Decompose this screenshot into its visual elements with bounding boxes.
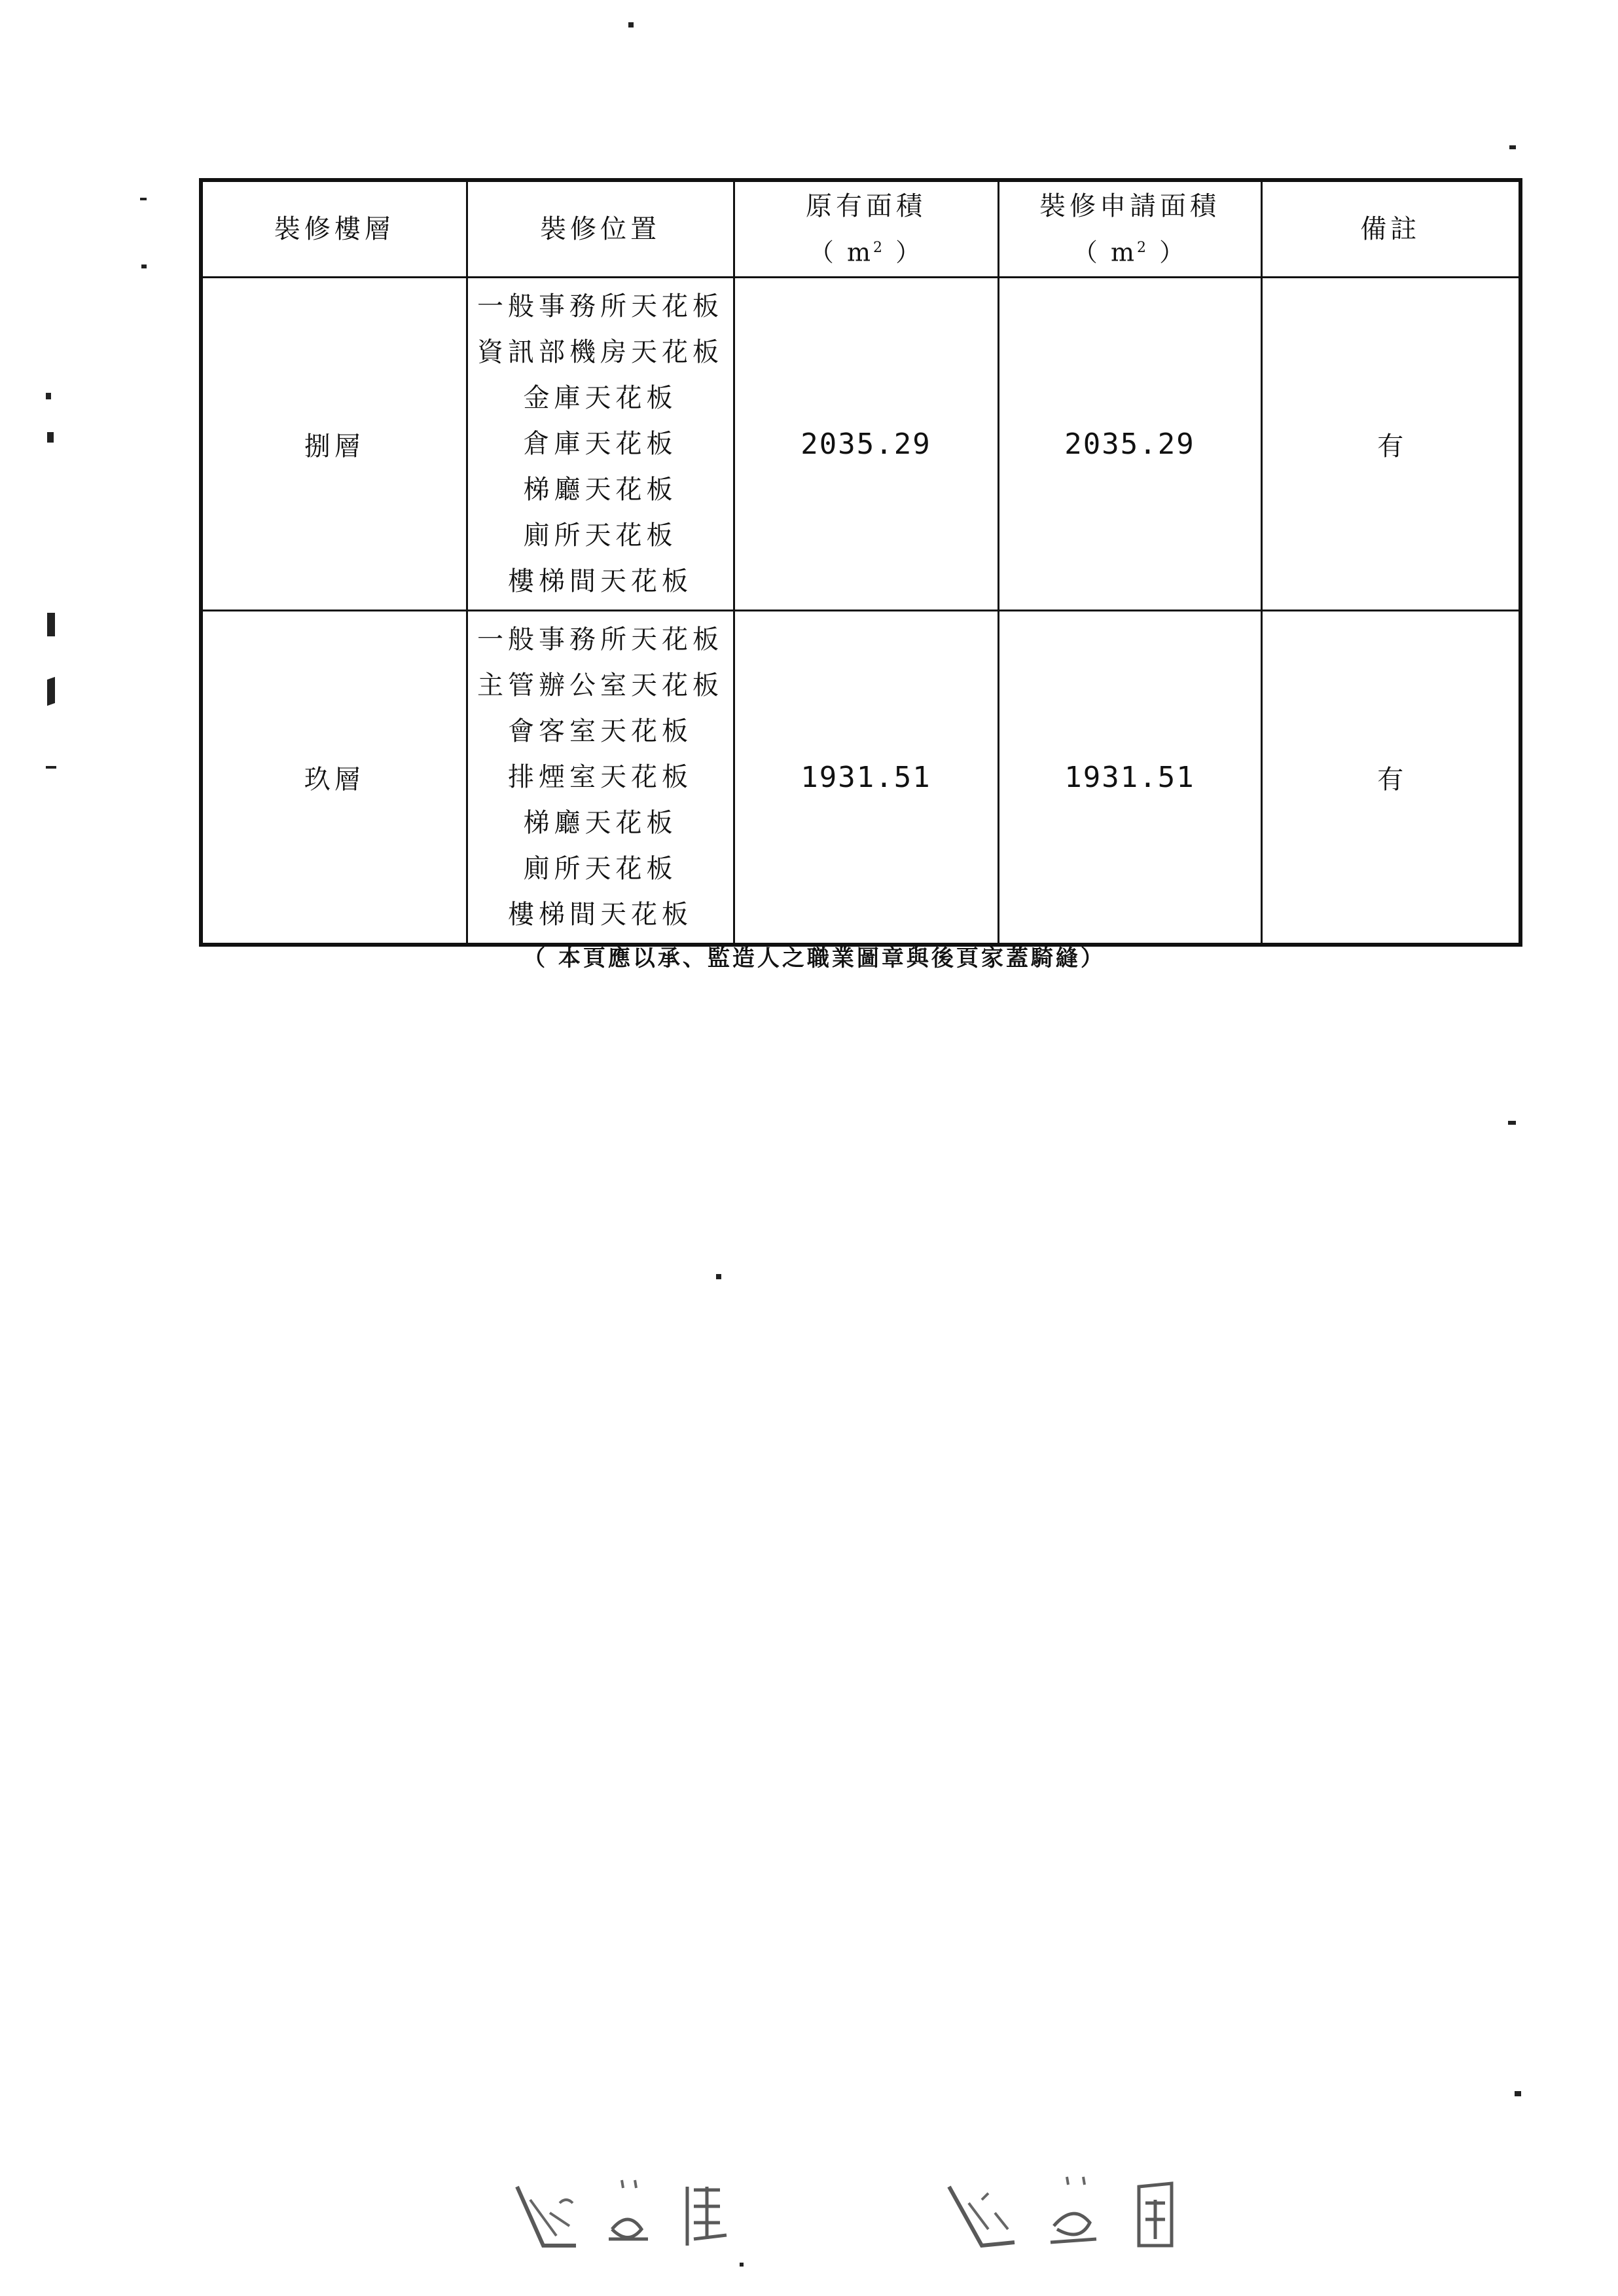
remarks-cell: 有 [1261,611,1520,945]
location-item: 樓梯間天花板 [508,566,692,596]
location-item: 會客室天花板 [508,716,692,746]
location-item: 廁所天花板 [523,520,677,551]
floor-cell: 玖層 [201,611,467,945]
scan-speck [628,22,634,27]
table-row [201,611,1520,945]
table-header-row [201,180,1520,278]
location-item: 梯廳天花板 [523,808,677,838]
scan-speck [140,198,147,200]
floor-cell: 捌層 [201,278,467,611]
header-floor: 裝修樓層 [201,180,467,278]
scan-speck [47,432,54,443]
original-area-cell: 2035.29 [734,278,998,611]
location-item: 排煙室天花板 [508,762,692,792]
applied-area-cell: 1931.51 [998,611,1261,945]
remarks-cell: 有 [1261,278,1520,611]
renovation-area-table [199,178,1522,947]
scan-speck [46,766,56,769]
seal-left-stamp [497,2174,746,2252]
location-item: 資訊部機房天花板 [477,337,723,367]
header-original-area: 原有面積 （ $m^2$ ） [734,180,998,278]
seal-right-stamp [943,2174,1191,2252]
seal-right-icon [943,2174,1191,2252]
location-item: 金庫天花板 [523,383,677,413]
table-row [201,278,1520,611]
scan-speck [1515,2091,1521,2096]
location-list-cell [467,611,734,945]
location-item: 樓梯間天花板 [508,900,692,930]
location-item: 一般事務所天花板 [477,625,723,655]
scan-speck [1508,1121,1516,1125]
location-item: 主管辦公室天花板 [477,670,723,701]
footnote: （ 本頁應以承、監造人之職業圖章與後頁家蓋騎縫） [523,945,1106,972]
header-original-area-unit: （ $m^2$ ） [808,238,924,267]
scan-speck [46,393,51,399]
seal-left-icon [497,2174,746,2252]
original-area-cell: 1931.51 [734,611,998,945]
header-applied-area: 裝修申請面積 （ $m^2$ ） [998,180,1261,278]
location-list-cell [467,278,734,611]
applied-area-cell: 2035.29 [998,278,1261,611]
scan-speck [740,2263,744,2267]
location-item: 廁所天花板 [523,854,677,884]
location-item: 倉庫天花板 [523,429,677,459]
location-item: 一般事務所天花板 [477,291,723,321]
scan-speck [141,264,147,268]
location-item: 梯廳天花板 [523,475,677,505]
scan-speck [47,613,55,636]
header-remarks: 備註 [1261,180,1520,278]
header-applied-area-unit: （ $m^2$ ） [1072,238,1187,267]
scan-speck [716,1274,721,1279]
header-location: 裝修位置 [467,180,734,278]
scan-speck [1509,145,1516,149]
scan-speck [47,677,55,706]
